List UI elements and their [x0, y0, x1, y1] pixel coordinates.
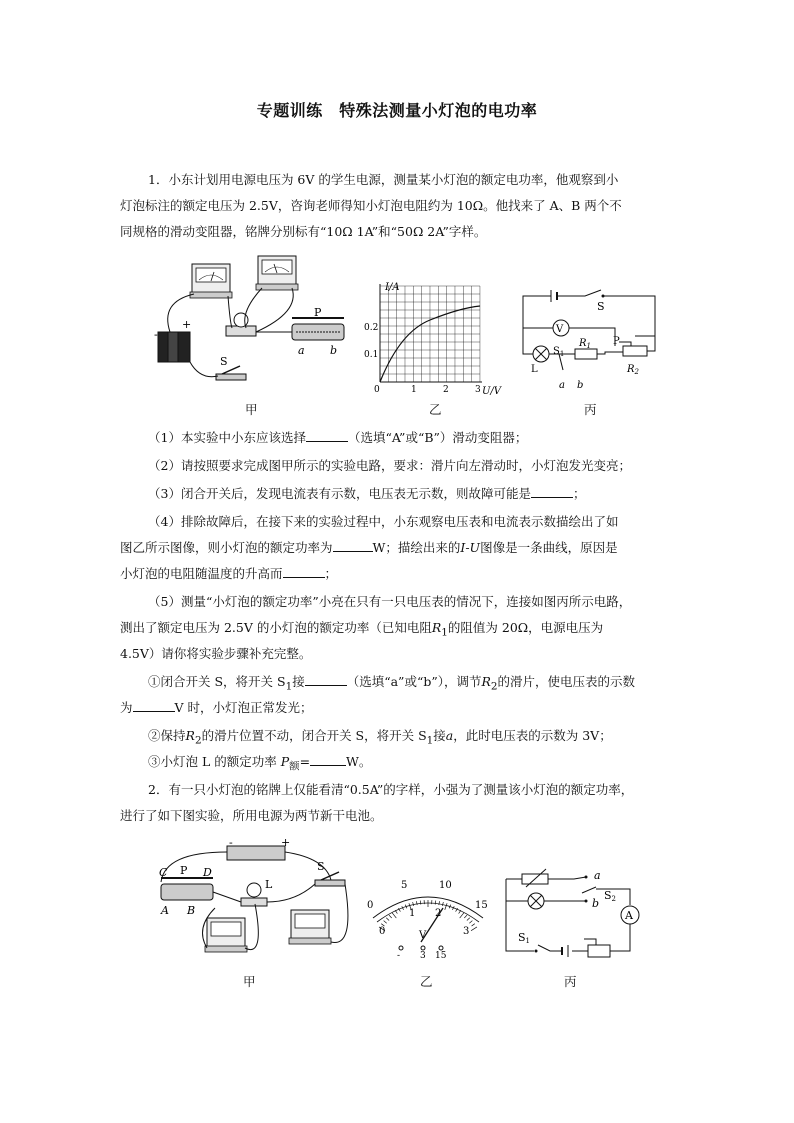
q1-graph-xtick-0: 0: [374, 385, 380, 395]
q1-apparatus-figure: [150, 252, 360, 392]
q1-switch-s: S: [220, 355, 228, 368]
q2-dial-bottom-1: 1: [409, 908, 416, 919]
q2-dial-tick: [472, 924, 475, 926]
q1-circuit-r2: $R_2$: [627, 364, 639, 376]
q1-sub5-line-1: （5）测量“小灯泡的额定功率”小亮在只有一只电压表的情况下，连接如图丙所示电路，: [148, 594, 632, 609]
q2-dial-tick: [464, 915, 467, 918]
q1-rheostat-a: a: [298, 344, 305, 357]
q1-voltmeter: [256, 256, 298, 290]
q1-iu-graph: [364, 282, 502, 397]
q1-battery-minus: -: [154, 328, 158, 341]
q2-dial-tick: [467, 918, 470, 921]
q2-circuit-s1: S1: [518, 931, 531, 945]
q1-switch: [216, 355, 246, 380]
q1-circuit-s1: $S_1$: [553, 346, 565, 358]
q1-intro-line-3: 同规格的滑动变阻器，铭牌分别标有“10Ω 1A”和“50Ω 2A”字样。: [120, 224, 487, 239]
q1-sub5-line-3: 4.5V）请你将实验步骤补充完整。: [120, 646, 312, 661]
q1-intro-line-1: 1．小东计划用电源电压为 6V 的学生电源，测量某小灯泡的额定电功率，他观察到小: [148, 172, 619, 187]
q2-line-2: 进行了如下图实验，所用电源为两节新干电池。: [120, 808, 383, 823]
q2-dial-tick: [471, 927, 477, 931]
q2-dial-tick: [445, 903, 447, 910]
page-title: 专题训练 特殊法测量小灯泡的电功率: [256, 101, 538, 120]
q2-fig-label-yi: 乙: [420, 974, 433, 989]
q2-circuit-s2: S2: [604, 889, 617, 903]
q1-circuit-v: V: [556, 324, 564, 335]
q1-battery-plus: +: [182, 318, 192, 331]
q1-circuit-figure: [515, 290, 665, 390]
q2-terminal-minus: -: [397, 951, 401, 961]
q1-sub1-blank[interactable]: [306, 429, 348, 442]
q2-dial-tick: [392, 913, 396, 918]
q1-sub4-blank-2[interactable]: [283, 565, 325, 578]
q1-graph-ytick-0: 0.2: [364, 323, 379, 333]
q1-sub1: （1）本实验中小东应该选择 （选填“A”或“B”）滑动变阻器；: [148, 430, 528, 445]
q1-fig-label-jia: 甲: [245, 402, 258, 417]
q2-fig-label-jia: 甲: [243, 974, 256, 989]
q2-voltmeter: [289, 910, 331, 944]
q1-sub2: （2）请按照要求完成图甲所示的实验电路，要求：滑片向左滑动时，小灯泡发光变亮；: [148, 458, 631, 473]
q2-dial-tick: [386, 918, 389, 921]
q2-rheostat: [159, 864, 213, 917]
q2-dial-tick: [435, 901, 436, 905]
q2-bulb-l: L: [265, 878, 273, 891]
q2-dial-bottom-2: 2: [435, 908, 442, 919]
q2-dial-top-15: 15: [475, 900, 488, 911]
q2-dial-tick: [439, 901, 440, 905]
q2-dial-tick: [420, 901, 421, 905]
q1-graph-xtick-2: 2: [443, 385, 449, 395]
q1-sub5-line-2: 测出了额定电压为 2.5V 的小灯泡的额定功率（已知电阻$R_1$的阻值为 20Ω，电源电压为: [120, 620, 604, 639]
q1-graph-ytick-1: 0.1: [364, 350, 379, 360]
q1-step1-blank-2[interactable]: [133, 699, 175, 712]
q1-sub4-line-3: 小灯泡的电阻随温度的升高而 ；: [120, 566, 338, 581]
q2-meter-dial: [365, 878, 495, 961]
q2-circuit-figure: [500, 865, 665, 965]
q2-dial-tick: [384, 921, 387, 924]
q1-intro-line-2: 灯泡标注的额定电压为 2.5V，咨询老师得知小灯泡电阻约为 10Ω。他找来了 A、B 两个不: [120, 198, 622, 213]
q1-circuit-a: a: [559, 380, 565, 391]
q2-terminal-3: 3: [420, 951, 426, 961]
q2-circuit-b: b: [592, 897, 600, 910]
q2-dial-tick: [469, 921, 472, 924]
q2-dial-tick: [442, 902, 443, 906]
q1-graph-xlabel: U/V: [482, 386, 502, 397]
q1-sub3: （3）闭合开关后，发现电流表有示数，电压表无示数，则故障可能是 ；: [148, 486, 586, 501]
q2-rheostat-a: A: [161, 904, 169, 917]
q2-dial-tick: [416, 901, 417, 905]
q1-rheostat-p: P: [314, 306, 322, 319]
q1-ammeter: [190, 264, 232, 298]
q2-dial-bottom-0: 0: [379, 926, 386, 937]
q1-rheostat-b: b: [330, 344, 338, 357]
q2-dial-tick: [389, 915, 392, 918]
q1-sub3-blank[interactable]: [531, 485, 573, 498]
q1-rheostat: [292, 306, 344, 357]
q2-dial-top-0: 0: [367, 900, 374, 911]
q1-sub4-line-2: 图乙所示图像，则小灯泡的额定功率为 W；描绘出来的I-U图像是一条曲线，原因是: [120, 540, 618, 555]
q2-dial-unit: V: [419, 930, 427, 941]
q1-battery: [154, 318, 191, 362]
q2-dial-bottom-3: 3: [463, 926, 470, 937]
q2-battery-minus: -: [229, 836, 233, 849]
q1-graph-xtick-1: 1: [411, 385, 417, 395]
q2-battery: [227, 836, 290, 860]
q1-step3-blank[interactable]: [310, 753, 346, 766]
q1-circuit-p: P: [613, 336, 620, 347]
q2-dial-top-5: 5: [401, 880, 408, 891]
q1-step1-line-1: ①闭合开关 S，将开关 $S_1$接 （选填“a”或“b”），调节$R_2$的滑片，使电压表的示数: [148, 674, 636, 693]
q1-step1-blank-1[interactable]: [305, 673, 347, 686]
q1-step2: ②保持$R_2$的滑片位置不动，闭合开关 S，将开关 $S_1$接a，此时电压表的示数为 3V；: [148, 728, 612, 747]
q1-circuit-s: S: [597, 300, 605, 313]
q2-battery-plus: +: [281, 836, 291, 849]
q2-ammeter: [205, 918, 247, 952]
q2-dial-top-10: 10: [439, 880, 452, 891]
q2-circuit-ammeter: A: [625, 909, 633, 922]
q2-line-1: 2．有一只小灯泡的铭牌上仅能看清“0.5A”的字样，小强为了测量该小灯泡的额定功率，: [148, 782, 634, 797]
q1-step3: ③小灯泡 L 的额定功率 $P_额= W$。: [148, 754, 372, 773]
q2-terminal-15: 15: [435, 951, 447, 961]
q2-switch-s: S: [317, 860, 325, 873]
q1-bulb: [226, 313, 256, 336]
q2-dial-tick: [460, 913, 464, 918]
q2-rheostat-b: B: [187, 904, 196, 917]
q2-rheostat-d: D: [203, 866, 212, 879]
q1-step1-line-2: 为 V 时，小灯泡正常发光；: [120, 700, 313, 715]
q2-rheostat-c: C: [159, 866, 168, 879]
q1-fig-label-yi: 乙: [429, 402, 442, 417]
q1-circuit-l: L: [531, 364, 538, 375]
q1-sub4-blank-1[interactable]: [333, 539, 373, 552]
q2-fig-label-bing: 丙: [564, 974, 577, 989]
q2-dial-tick: [413, 902, 414, 906]
q1-circuit-b: b: [577, 380, 584, 391]
q1-sub4-line-1: （4）排除故障后，在接下来的实验过程中，小东观察电压表和电流表示数描绘出了如: [148, 514, 619, 529]
q1-graph-ylabel: I/A: [385, 282, 400, 293]
q2-rheostat-p: P: [180, 864, 188, 877]
q2-apparatus-figure: [155, 838, 355, 966]
q1-graph-grid: [380, 286, 480, 382]
q2-circuit-a: a: [594, 869, 601, 882]
q1-graph-xtick-3: 3: [475, 385, 481, 395]
q1-fig-label-bing: 丙: [584, 402, 597, 417]
q1-circuit-r1: $R_1$: [579, 338, 591, 350]
